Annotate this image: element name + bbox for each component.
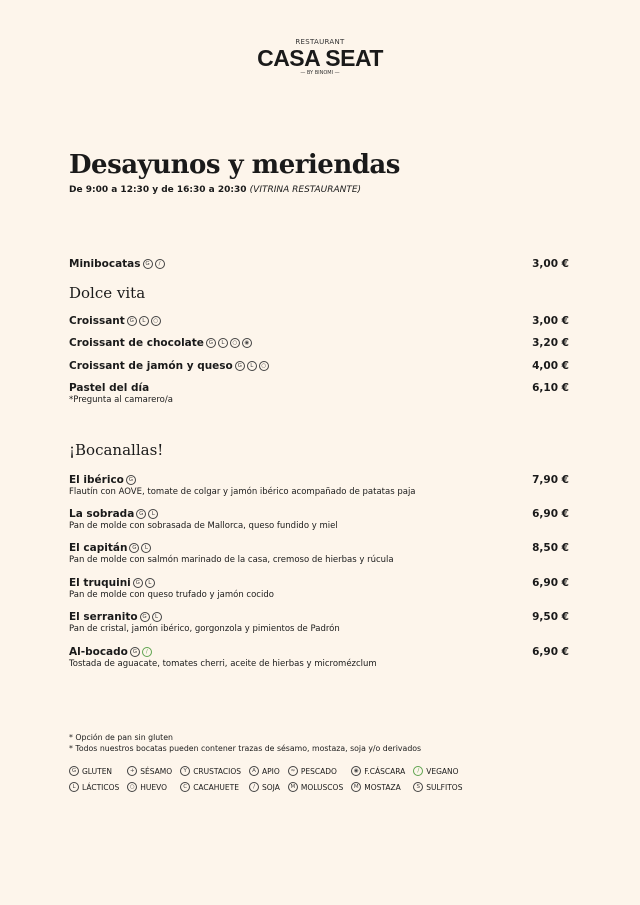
item-name: Croissant de jamón y queso — [69, 360, 233, 372]
pescado-icon: ≈ — [288, 766, 298, 776]
gluten-icon: G — [130, 647, 140, 657]
item-price: 7,90 € — [532, 474, 569, 486]
gluten-icon: G — [127, 316, 137, 326]
logo-by: — BY BINOMI — — [300, 70, 340, 76]
gluten-icon: G — [143, 259, 153, 269]
gluten-icon: G — [129, 543, 139, 553]
apio-icon: A — [249, 766, 259, 776]
notes — [69, 732, 421, 754]
menu-item — [69, 360, 569, 372]
item-name: El ibérico — [69, 474, 124, 486]
legend-label: MOSTAZA — [364, 782, 401, 792]
item-name: Al-bocado — [69, 646, 128, 658]
lacticos-icon: L — [139, 316, 149, 326]
gluten-icon: G — [69, 766, 79, 776]
hours: De 9:00 a 12:30 y de 16:30 a 20:30 — [69, 185, 250, 195]
lacticos-icon: L — [218, 338, 228, 348]
huevo-icon: ○ — [127, 782, 137, 792]
menu-item — [69, 382, 569, 405]
legend-item — [413, 782, 462, 792]
item-name: Croissant de chocolate — [69, 337, 204, 349]
gluten-icon: G — [140, 612, 150, 622]
legend-item — [180, 782, 241, 792]
item-description: Pan de molde con sobrasada de Mallorca, queso fundido y miel — [69, 521, 338, 531]
legend-item — [127, 766, 172, 776]
legend-item — [288, 782, 343, 792]
legend-item — [351, 782, 405, 792]
gluten-icon: G — [235, 361, 245, 371]
menu-item — [69, 542, 569, 565]
huevo-icon: ○ — [230, 338, 240, 348]
lacticos-icon: L — [69, 782, 79, 792]
item-description: Pan de cristal, jamón ibérico, gorgonzola y pimientos de Padrón — [69, 624, 340, 634]
legend-label: SOJA — [262, 782, 280, 792]
gluten-icon: G — [136, 509, 146, 519]
menu-item — [69, 611, 569, 634]
legend-item — [249, 766, 280, 776]
legend-item — [288, 766, 343, 776]
legend-item — [249, 782, 280, 792]
menu-item — [69, 474, 569, 497]
lacticos-icon: L — [148, 509, 158, 519]
item-name: Croissant — [69, 315, 125, 327]
item-price: 8,50 € — [532, 542, 569, 554]
legend-item — [69, 782, 119, 792]
logo-name: CASA SEAT — [257, 45, 383, 71]
item-description: *Pregunta al camarero/a — [69, 395, 173, 405]
logo-restaurant: RESTAURANT — [295, 38, 345, 46]
item-price: 4,00 € — [532, 360, 569, 372]
legend-label: F.CÁSCARA — [364, 766, 406, 776]
legend-label: LÁCTICOS — [82, 782, 120, 792]
item-name: El capitán — [69, 542, 128, 554]
item-price: 6,90 € — [532, 577, 569, 589]
legend-item — [180, 766, 241, 776]
item-price: 6,90 € — [532, 646, 569, 658]
item-price: 6,90 € — [532, 508, 569, 520]
legend-item — [413, 766, 462, 776]
page-title: Desayunos y meriendas — [69, 150, 400, 180]
section-title: Dolce vita — [69, 284, 146, 302]
item-price: 3,20 € — [532, 337, 569, 349]
item-price: 3,00 € — [532, 258, 569, 270]
legend-label: SÉSAMO — [140, 766, 173, 776]
legend-label: SULFITOS — [426, 782, 463, 792]
fcascara-icon: ◉ — [242, 338, 252, 348]
note: * Opción de pan sin gluten — [69, 733, 173, 742]
item-name: Pastel del día — [69, 382, 150, 394]
cacahuete-icon: C — [180, 782, 190, 792]
legend-item — [351, 766, 405, 776]
fcascara-icon: ◉ — [351, 766, 361, 776]
menu-item — [69, 258, 569, 270]
allergen-legend — [69, 766, 462, 792]
lacticos-icon: L — [152, 612, 162, 622]
menu-item — [69, 315, 569, 327]
soja-icon: / — [155, 259, 165, 269]
huevo-icon: ○ — [259, 361, 269, 371]
sulfitos-icon: S — [413, 782, 423, 792]
legend-label: APIO — [262, 766, 280, 776]
legend-label: MOLUSCOS — [300, 782, 344, 792]
page-subtitle — [69, 185, 361, 195]
legend-label: CACAHUETE — [193, 782, 239, 792]
item-name: El truquini — [69, 577, 131, 589]
gluten-icon: G — [126, 475, 136, 485]
item-price: 9,50 € — [532, 611, 569, 623]
soja-icon: / — [249, 782, 259, 792]
item-description: Tostada de aguacate, tomates cherri, aceite de hierbas y micromézclum — [69, 659, 377, 669]
item-name: Minibocatas — [69, 258, 141, 270]
legend-label: HUEVO — [140, 782, 168, 792]
legend-label: PESCADO — [300, 766, 337, 776]
place: (VITRINA RESTAURANTE) — [249, 185, 362, 195]
legend-item — [127, 782, 172, 792]
moluscos-icon: M — [288, 782, 298, 792]
note: * Todos nuestros bocatas pueden contener trazas de sésamo, mostaza, soja y/o derivados — [69, 744, 422, 753]
legend-label: VEGANO — [426, 766, 459, 776]
item-name: El serranito — [69, 611, 138, 623]
item-price: 6,10 € — [532, 382, 569, 394]
lacticos-icon: L — [141, 543, 151, 553]
menu-item — [69, 577, 569, 600]
vegano-icon: / — [413, 766, 423, 776]
sesamo-icon: + — [127, 766, 137, 776]
legend-label: CRUSTACIOS — [193, 766, 241, 776]
section-title: ¡Bocanallas! — [69, 441, 164, 459]
item-description: Pan de molde con salmón marinado de la casa, cremoso de hierbas y rúcula — [69, 555, 394, 565]
menu-item — [69, 646, 569, 669]
item-price: 3,00 € — [532, 315, 569, 327]
gluten-icon: G — [206, 338, 216, 348]
menu-item — [69, 508, 569, 531]
item-description: Flautín con AOVE, tomate de colgar y jamón ibérico acompañado de patatas paja — [69, 487, 416, 497]
logo — [0, 38, 640, 76]
item-description: Pan de molde con queso trufado y jamón cocido — [69, 590, 274, 600]
vegano-icon: / — [142, 647, 152, 657]
legend-label: GLUTEN — [82, 766, 113, 776]
huevo-icon: ○ — [151, 316, 161, 326]
lacticos-icon: L — [247, 361, 257, 371]
legend-item — [69, 766, 119, 776]
crustacios-icon: Y — [180, 766, 190, 776]
gluten-icon: G — [133, 578, 143, 588]
mostaza-icon: M — [351, 782, 361, 792]
menu-item — [69, 337, 569, 349]
item-name: La sobrada — [69, 508, 135, 520]
lacticos-icon: L — [145, 578, 155, 588]
